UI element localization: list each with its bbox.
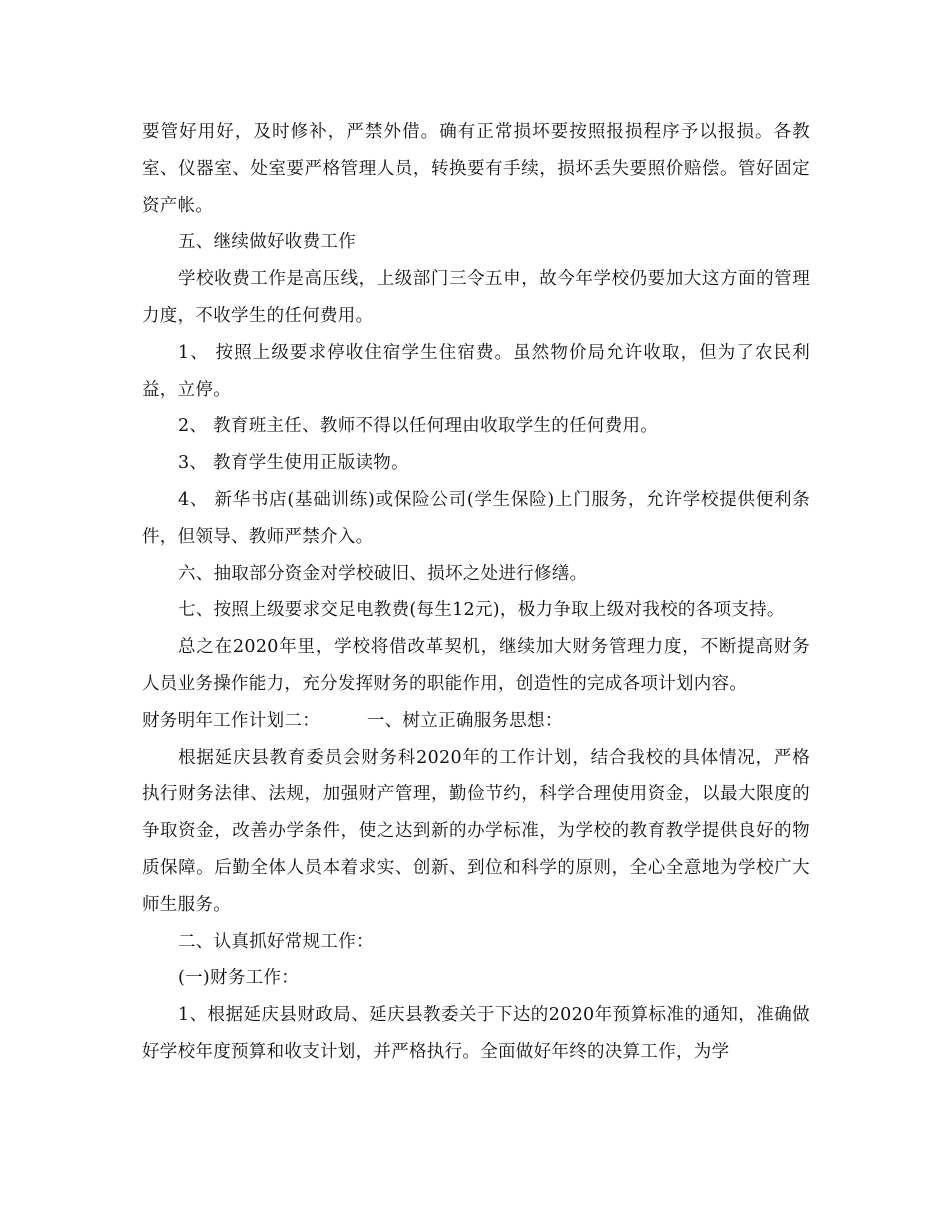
list-item-fees-1: 1、 按照上级要求停收住宿学生住宿费。虽然物价局允许收取，但为了农民利益，立停。 [142, 342, 810, 400]
paragraph-summary: 总之在2020年里，学校将借改革契机，继续加大财务管理力度，不断提高财务人员业务操作能力，充分发挥财务的职能作用，创造性的完成各项计划内容。 [142, 637, 810, 694]
paragraph-fees-intro: 学校收费工作是高压线，上级部门三令五申，故今年学校仍要加大这方面的管理力度，不收学生的任何费用。 [142, 269, 810, 326]
heading-fees: 五、继续做好收费工作 [178, 232, 356, 253]
list-item-fees-3: 3、 教育学生使用正版读物。 [178, 453, 409, 474]
list-item-fees-2: 2、 教育班主任、教师不得以任何理由收取学生的任何费用。 [178, 416, 659, 437]
list-item-fees-4: 4、 新华书店(基础训练)或保险公司(学生保险)上门服务，允许学校提供便利条件，但领导、教师严禁介入。 [142, 489, 810, 547]
list-item-budget: 1、根据延庆县财政局、延庆县教委关于下达的2020年预算标准的通知，准确做好学校年度预算和收支计划，并严格执行。全面做好年终的决算工作，为学 [142, 1005, 810, 1062]
paragraph-service-thought: 根据延庆县教育委员会财务科2020年的工作计划，结合我校的具体情况，严格执行财务法律、法规，加强财产管理，勤俭节约，科学合理使用资金，以最大限度的争取资金，改善办学条件，使之达到新的办学标准，为学校的教育教学提供良好的物质保障。后勤全体人员本着求实、创新、到位和科学的原则，全心全意地为学校广大师生服务。 [142, 747, 810, 915]
heading-av-fees: 七、按照上级要求交足电教费(每生12元)，极力争取上级对我校的各项支持。 [178, 600, 785, 621]
heading-repairs: 六、抽取部分资金对学校破旧、损坏之处进行修缮。 [178, 563, 588, 584]
paragraph-asset-management: 要管好用好，及时修补，严禁外借。确有正常损坏要按照报损程序予以报损。各教室、仪器室、处室要严格管理人员，转换要有手续，损坏丢失要照价赔偿。管好固定资产帐。 [142, 122, 810, 216]
heading-routine-work: 二、认真抓好常规工作： [178, 931, 374, 952]
document-body [142, 114, 810, 1071]
section-title-plan-two: 财务明年工作计划二： 一、树立正确服务思想： [142, 710, 563, 731]
heading-finance-work: (一)财务工作： [178, 968, 300, 989]
